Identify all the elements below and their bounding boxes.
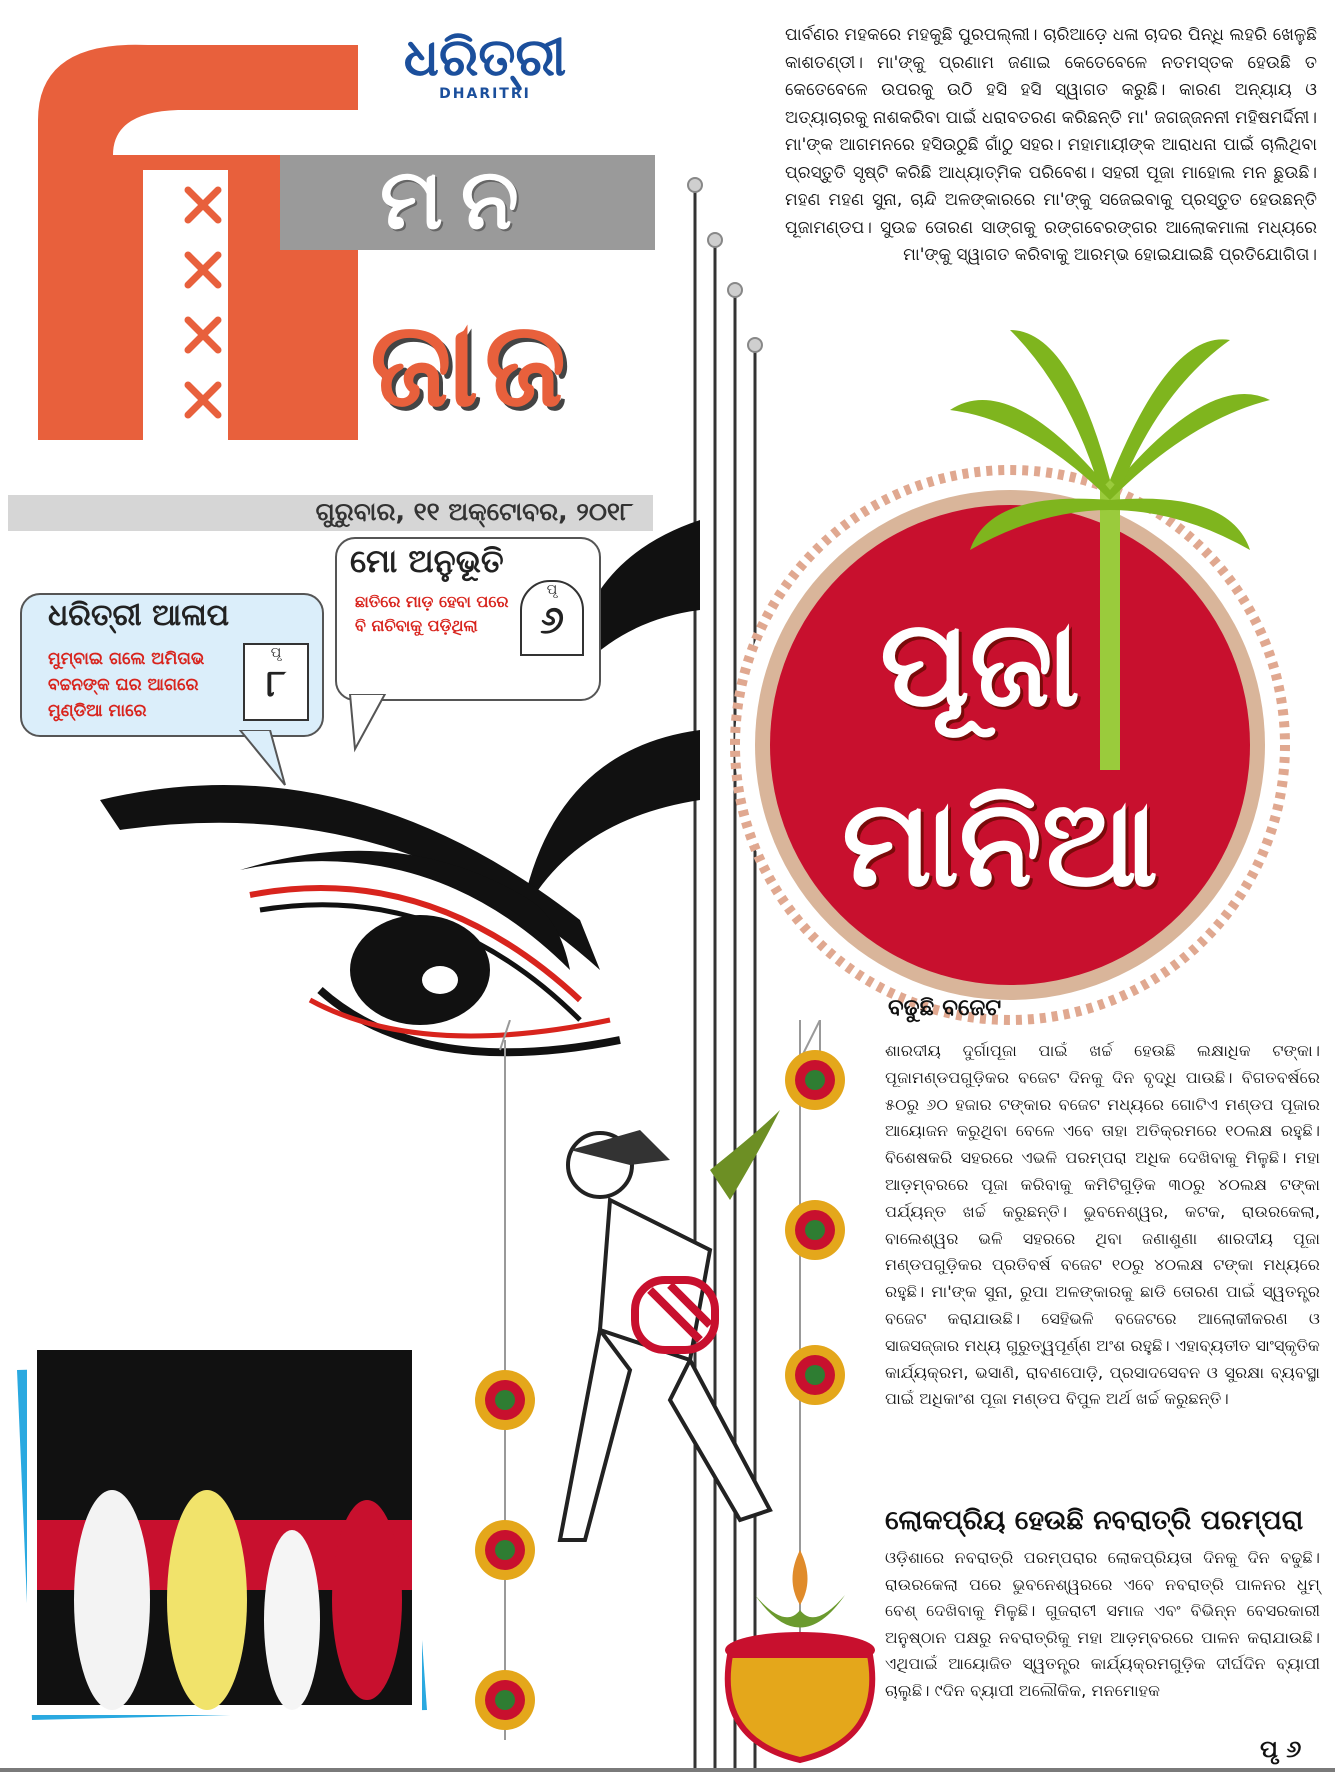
issue-date: ଗୁରୁବାର, ୧୧ ଅକ୍ଟୋବର, ୨୦୧୮	[315, 497, 633, 526]
navratri-photo	[12, 1330, 432, 1740]
anubhuti-bubble-tail	[345, 694, 405, 754]
anubhuti-teaser: ଛାତିରେ ମାଡ଼ ହେବା ପରେ ବି ନାଚିବାକୁ ପଡ଼ିଥିଲା	[355, 592, 509, 635]
section-budget-heading: ବଢୁଛି ବଜେଟ	[888, 995, 1002, 1021]
masthead-title-vinoda: ଜାଜ	[370, 295, 572, 433]
section-navratri-heading: ଲୋକପ୍ରିୟ ହେଉଛି ନବରାତ୍ରି ପରମ୍ପରା	[885, 1505, 1304, 1536]
page-prefix: ପୃ	[270, 645, 282, 661]
kalash-icon	[715, 1550, 885, 1765]
alapa-teaser: ମୁମ୍ବାଇ ଗଲେ ଅମିତାଭ ବଚ୍ଚନଙ୍କ ଘର ଆଗରେ ମୁଣ୍ଡିଆ ମାରେ	[48, 649, 205, 721]
logo-odia-text: ଧରିତ୍ରୀ	[403, 28, 567, 88]
dharitri-logo[interactable]	[370, 30, 600, 110]
logo-english-text: DHARITRI	[439, 86, 531, 102]
section-navratri-body: ଓଡ଼ିଶାରେ ନବରାତ୍ରି ପରମ୍ପରାର ଲୋକପ୍ରିୟତା ଦିନକୁ ଦିନ ବଢୁଛି। ରାଉରକେଲା ପରେ ଭୁବନେଶ୍ୱରରେ ଏବେ ନବରାତ୍ରି ପାଳନର ଧୁମ୍ ବେଶ୍ ଦେଖିବାକୁ ମିଳୁଛି। ଗୁଜରାଟୀ ସମାଜ ଏବଂ ବିଭିନ୍ନ ବେସରକାରୀ ଅନୁଷ୍ଠାନ ପକ୍ଷରୁ ନବରାତ୍ରିକୁ ମହା ଆଡ଼ମ୍ବରରେ ପାଳନ କରାଯାଉଛି। ଏଥିପାଇଁ ଆୟୋଜିତ ସ୍ୱତନ୍ତ୍ର କାର୍ଯ୍ୟକ୍ରମଗୁଡ଼ିକ ଦୀର୍ଘଦିନ ବ୍ୟାପୀ ଚାଲୁଛି। ୯ଦିନ ବ୍ୟାପୀ ଅଲୌକିକ, ମନମୋହକ	[885, 1548, 1320, 1700]
headline-line2: ମାନିଆ	[842, 775, 1158, 914]
alapa-page-number: ୮	[266, 661, 286, 705]
alapa-bubble-tail	[230, 730, 290, 790]
anubhuti-title: ମୋ ଅନୁଭୂତି	[350, 542, 504, 580]
masthead-title-mana: ମନ	[380, 150, 537, 248]
intro-paragraph: ପାର୍ବଣର ମହକରେ ମହକୁଛି ପୁରପଲ୍ଲୀ। ଚାରିଆଡ଼େ ଧଳା ଚାଦର ପିନ୍ଧି ଲହରି ଖେଳୁଛି କାଶତଣ୍ଡୀ। ମା'ଙ୍କୁ ପ୍ରଣାମ ଜଣାଇ କେତେବେଳେ ନତମସ୍ତକ ହେଉଛି ତ କେତେବେଳେ ଉପରକୁ ଉଠି ହସି ହସି ସ୍ୱାଗତ କରୁଛି। କାରଣ ଅନ୍ୟାୟ ଓ ଅତ୍ୟାଚାରକୁ ନାଶକରିବା ପାଇଁ ଧରାବତରଣ କରିଛନ୍ତି ମା' ଜଗଜ୍ଜନନୀ ମହିଷମର୍ଦ୍ଦିନୀ। ମା'ଙ୍କ ଆଗମନରେ ହସିଉଠୁଛି ଗାଁଠୁ ସହର। ମହାମାୟୀଙ୍କ ଆରାଧନା ପାଇଁ ଚାଲିଥିବା ପ୍ରସ୍ତୁତି ସୃଷ୍ଟି କରିଛି ଆଧ୍ୟାତ୍ମିକ ପରିବେଶ। ସହରୀ ପୂଜା ମାହୋଲ ମନ ଛୁଉଛି। ମହଣ ମହଣ ସୁନା, ଚାନ୍ଦି ଅଳଙ୍କାରରେ ମା'ଙ୍କୁ ସଜେଇବାକୁ ପ୍ରସ୍ତୁତ ହେଉଛନ୍ତି ପୂଜାମଣ୍ଡପ। ସୁଉଚ୍ଚ ତୋରଣ ସାଙ୍ଗକୁ ରଙ୍ଗବେରଙ୍ଗର ଆଲୋକମାଳା ମଧ୍ୟରେ ମା'ଙ୍କୁ ସ୍ୱାଗତ କରିବାକୁ ଆରମ୍ଭ ହୋଇଯାଇଛି ପ୍ରତିଯୋଗିତା।	[785, 25, 1317, 265]
page-prefix: ପୃ	[546, 582, 558, 598]
alapa-title: ଧରିତ୍ରୀ ଆଳାପ	[48, 598, 230, 633]
footer-divider	[0, 1768, 1335, 1772]
section-budget-body: ଶାରଦୀୟ ଦୁର୍ଗାପୂଜା ପାଇଁ ଖର୍ଚ୍ଚ ହେଉଛି ଲକ୍ଷାଧିକ ଟଙ୍କା। ପୂଜାମଣ୍ଡପଗୁଡ଼ିକର ବଜେଟ ଦିନକୁ ଦିନ ବୃଦ୍ଧି ପାଉଛି। ବିଗତବର୍ଷରେ ୫୦ରୁ ୬୦ ହଜାର ଟଙ୍କାର ବଜେଟ ମଧ୍ୟରେ ଗୋଟିଏ ମଣ୍ଡପ ପୂଜାର ଆୟୋଜନ କରୁଥିବା ବେଳେ ଏବେ ତାହା ଅତିକ୍ରମରେ ୧୦ଲକ୍ଷ ରହୁଛି। ବିଶେଷକରି ସହରରେ ଏଭଳି ପରମ୍ପରା ଅଧିକ ଦେଖିବାକୁ ମିଳୁଛି। ମହା ଆଡ଼ମ୍ବରରେ ପୂଜା କରିବାକୁ କମିଟିଗୁଡ଼ିକ ୩୦ରୁ ୪୦ଲକ୍ଷ ଟଙ୍କା ପର୍ଯ୍ୟନ୍ତ ଖର୍ଚ୍ଚ କରୁଛନ୍ତି। ଭୁବନେଶ୍ୱର, କଟକ, ରାଉରକେଲା, ବାଲେଶ୍ୱର ଭଳି ସହରରେ ଥିବା ଜଣାଶୁଣା ଶାରଦୀୟ ପୂଜା ମଣ୍ଡପଗୁଡ଼ିକର ପ୍ରତିବର୍ଷ ବଜେଟ ୧୦ରୁ ୪୦ଲକ୍ଷ ଟଙ୍କା ମଧ୍ୟରେ ରହୁଛି। ମା'ଙ୍କ ସୁନା, ରୁପା ଅଳଙ୍କାରକୁ ଛାଡି ତୋରଣ ପାଇଁ ସ୍ୱତନ୍ତ୍ର ବଜେଟ କରାଯାଉଛି। ସେହିଭଳି ବଜେଟରେ ଆଲୋକୀକରଣ ଓ ସାଜସଜ୍ଜାର ମଧ୍ୟ ଗୁରୁତ୍ୱପୂର୍ଣ୍ଣ ଅଂଶ ରହୁଛି। ଏହାବ୍ୟତୀତ ସାଂସ୍କୃତିକ କାର୍ଯ୍ୟକ୍ରମ, ଭସାଣି, ରାବଣପୋଡ଼ି, ପ୍ରସାଦସେବନ ଓ ସୁରକ୍ଷା ବ୍ୟବସ୍ଥା ପାଇଁ ଅଧିକାଂଶ ପୂଜା ମଣ୍ଡପ ବିପୁଳ ଅର୍ଥ ଖର୍ଚ୍ଚ କରୁଛନ୍ତି।	[885, 1041, 1320, 1409]
alapa-page-box[interactable]	[243, 643, 309, 721]
anubhuti-page-box[interactable]	[520, 580, 584, 656]
anubhuti-page-number: ୬	[540, 598, 564, 642]
drummer-illustration	[540, 1110, 800, 1550]
continued-page-ref[interactable]: ପୃ ୬	[1260, 1735, 1302, 1763]
headline-line1: ପୂଜା	[879, 595, 1081, 734]
